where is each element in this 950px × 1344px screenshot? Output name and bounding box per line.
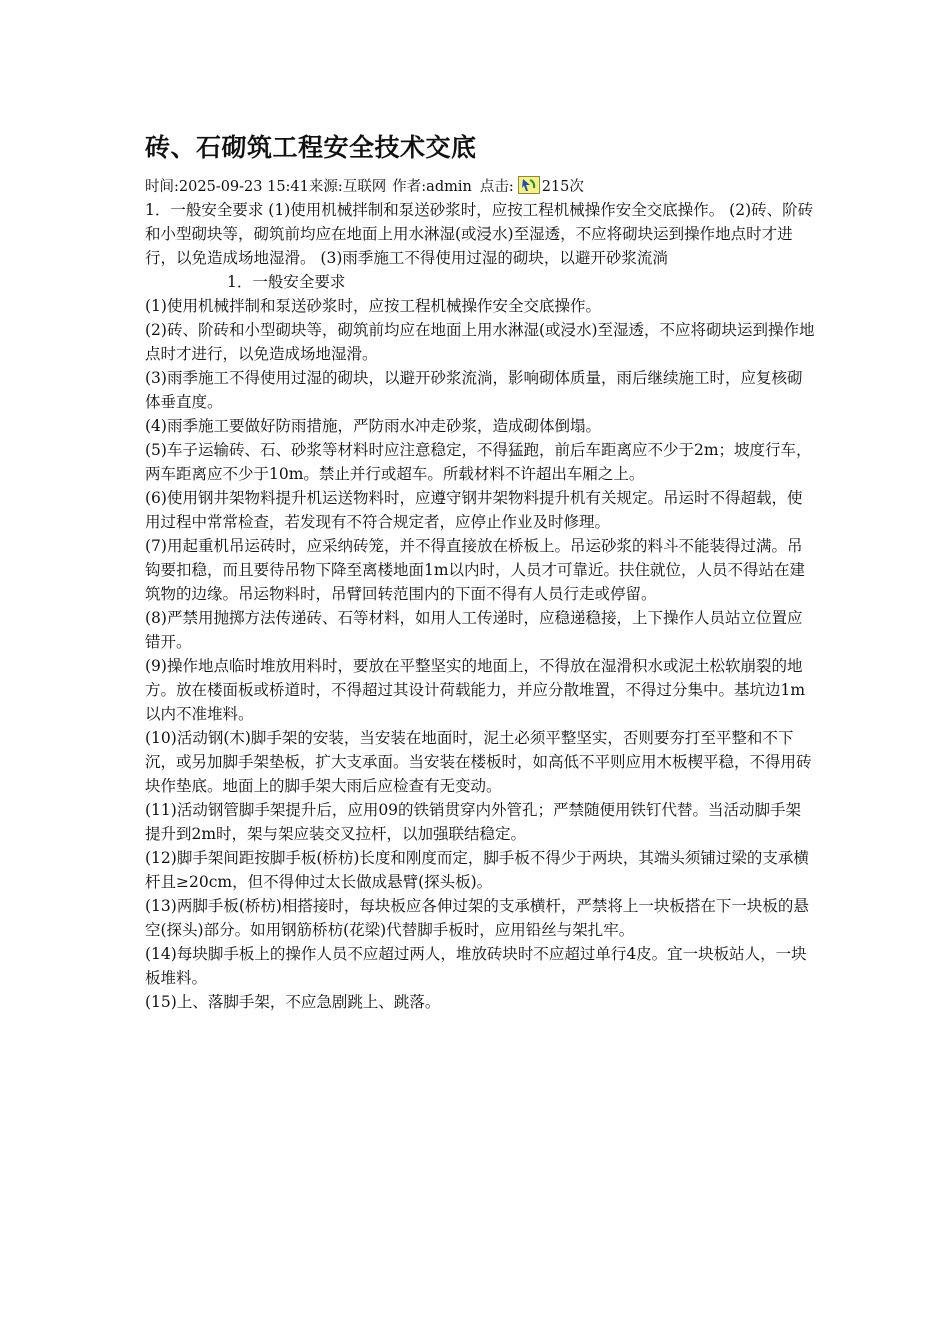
- article: [145, 130, 815, 1014]
- body-paragraph: (15)上、落脚手架，不应急剧跳上、跳落。: [145, 993, 441, 1011]
- source-value: 互联网: [342, 179, 387, 195]
- click-counter-icon: [518, 176, 540, 194]
- body-paragraph: (5)车子运输砖、石、砂浆等材料时应注意稳定，不得猛跑，前后车距离应不少于2m；坡度行车，两车距离应不少于10m。禁止并行或超车。所载材料不许超出车厢之上。: [145, 441, 812, 483]
- author-value: admin: [426, 179, 472, 195]
- body-paragraph: (10)活动钢(木)脚手架的安装，当安装在地面时，泥土必须平整坚实，否则要夯打至平整和不下沉，或另加脚手架垫板，扩大支承面。当安装在楼板时，如高低不平则应用木板楔平稳，不得用砖块作垫底。地面上的脚手架大雨后应检查有无变动。: [145, 729, 812, 795]
- body-paragraph: (6)使用钢井架物料提升机运送物料时，应遵守钢井架物料提升机有关规定。吊运时不得超载，使用过程中常常检查，若发现有不符合规定者，应停止作业及时修理。: [145, 489, 803, 531]
- body-paragraph: (3)雨季施工不得使用过湿的砌块，以避开砂浆流淌，影响砌体质量，雨后继续施工时，应复核砌体垂直度。: [145, 369, 803, 411]
- article-title: 砖、石砌筑工程安全技术交底: [145, 133, 477, 162]
- time-label: 时间:: [145, 179, 179, 195]
- body-paragraph: (7)用起重机吊运砖时，应采纳砖笼，并不得直接放在桥板上。吊运砂浆的料斗不能装得过满。吊钩要扣稳，而且要待吊物下降至离楼地面1m以内时，人员才可靠近。扶住就位，人员不得站在建筑物的边缘。吊运物料时，吊臂回转范围内的下面不得有人员行走或停留。: [145, 537, 806, 603]
- body-paragraph: (13)两脚手板(桥枋)相搭接时，每块板应各伸过架的支承横杆，严禁将上一块板搭在下一块板的悬空(探头)部分。如用钢筋桥枋(花梁)代替脚手板时，应用铅丝与架扎牢。: [145, 897, 809, 939]
- body-paragraph: (8)严禁用抛掷方法传递砖、石等材料，如用人工传递时，应稳递稳接，上下操作人员站立位置应错开。: [145, 609, 803, 651]
- time-value: 2025-09-23 15:41: [178, 179, 309, 195]
- body-paragraph: (4)雨季施工要做好防雨措施，严防雨水冲走砂浆，造成砌体倒塌。: [145, 417, 601, 435]
- body-paragraph: (1)使用机械拌制和泵送砂浆时，应按工程机械操作安全交底操作。: [145, 297, 601, 315]
- body-paragraph: (14)每块脚手板上的操作人员不应超过两人，堆放砖块时不应超过单行4皮。宜一块板站人，一块板堆料。: [145, 945, 807, 987]
- body-paragraph: (9)操作地点临时堆放用料时，要放在平整坚实的地面上，不得放在湿滑积水或泥土松软崩裂的地方。放在楼面板或桥道时，不得超过其设计荷载能力，并应分散堆置，不得过分集中。基坑边1m以内不准堆料。: [145, 657, 806, 723]
- body-paragraph: (12)脚手架间距按脚手板(桥枋)长度和刚度而定，脚手板不得少于两块，其端头须铺过梁的支承横杆且≥20cm，但不得伸过太长做成悬臂(探头板)。: [145, 849, 809, 891]
- clicks-unit: 次: [569, 179, 584, 195]
- clicks-value: 215: [541, 179, 570, 195]
- body-paragraph: (11)活动钢管脚手架提升后，应用09的铁销贯穿内外管孔；严禁随便用铁钉代替。当活动脚手架提升到2m时，架与架应装交叉拉杆，以加强联结稳定。: [145, 801, 802, 843]
- source-label: 来源:: [308, 179, 343, 195]
- clicks-label: 点击:: [479, 179, 514, 195]
- article-body: [145, 294, 815, 1014]
- article-summary: 1．一般安全要求 (1)使用机械拌制和泵送砂浆时，应按工程机械操作安全交底操作。 (2)砖、阶砖和小型砌块等，砌筑前均应在地面上用水淋湿(或浸水)至湿透，不应将砌块运到操作地点时才进行，以免造成场地湿滑。 (3)雨季施工不得使用过湿的砌块，以避开砂浆流淌: [145, 201, 814, 267]
- section-heading: 1．一般安全要求: [227, 273, 346, 291]
- article-meta: [145, 176, 815, 198]
- author-label: 作者:: [392, 179, 427, 195]
- body-paragraph: (2)砖、阶砖和小型砌块等，砌筑前均应在地面上用水淋湿(或浸水)至湿透，不应将砌块运到操作地点时才进行，以免造成场地湿滑。: [145, 321, 815, 363]
